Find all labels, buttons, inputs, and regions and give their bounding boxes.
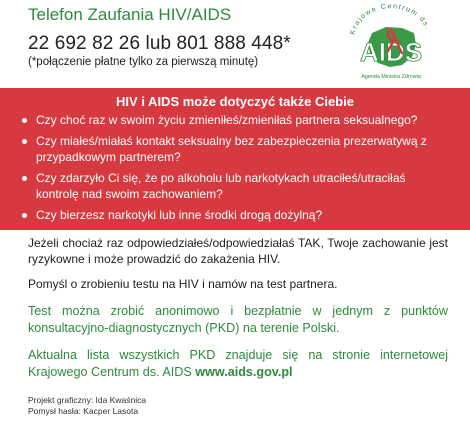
bullet-icon <box>22 176 27 181</box>
header <box>0 0 470 86</box>
bullet-icon <box>22 118 27 123</box>
question-list <box>22 112 448 223</box>
pkd-list-paragraph <box>28 347 448 381</box>
question-text: Czy bierzesz narkotyki lub inne środki drogą dożylną? <box>36 207 323 222</box>
body-text <box>28 236 448 381</box>
logo-agency: Agenda Ministra Zdrowia <box>361 74 421 80</box>
question-item <box>22 170 448 203</box>
question-text: Czy miałeś/miałaś kontakt seksualny bez zabezpieczenia prezerwatywą z przypadkowym partnerem? <box>36 133 427 164</box>
bullet-icon <box>22 139 27 144</box>
website-link[interactable]: www.aids.gov.pl <box>195 364 293 379</box>
hotline-note: (*połączenie płatne tylko za pierwszą minutę) <box>28 56 259 68</box>
hotline-title: Telefon Zaufania HIV/AIDS <box>28 5 232 24</box>
question-item <box>22 207 448 224</box>
logo-word: AIDS <box>359 37 423 67</box>
pkd-list-text: Aktualna lista wszystkich PKD znajduje się na stronie internetowej Krajowego Centrum ds. AIDS <box>28 347 448 379</box>
design-credit: Projekt graficzny: Ida Kwaśnica <box>28 395 147 405</box>
test-advice-paragraph: Pomyśl o zrobieniu testu na HIV i namów na test partnera. <box>28 277 338 291</box>
logo-arc-text: Krajowe Centrum ds. <box>349 3 432 36</box>
question-text: Czy zdarzyło Ci się, że po alkoholu lub narkotykach utraciłeś/utraciłaś kontrolę nad swoim zachowaniem? <box>36 170 406 201</box>
hotline-numbers: 22 692 82 26 lub 801 888 448* <box>28 33 291 54</box>
question-item <box>22 133 448 166</box>
question-item <box>22 112 448 129</box>
krajowe-centrum-aids-logo <box>342 3 440 83</box>
question-text: Czy choć raz w swoim życiu zmieniłeś/zmieniłaś partnera seksualnego? <box>36 113 418 127</box>
bullet-icon <box>22 213 27 218</box>
risk-questions-panel <box>0 88 470 230</box>
anonymous-test-paragraph: Test można zrobić anonimowo i bezpłatnie w jednym z punktów konsultacyjno-diagnostycznych (PKD) na terenie Polski. <box>28 303 448 335</box>
panel-title: HIV i AIDS może dotyczyć także Ciebie <box>116 94 354 109</box>
slogan-credit: Pomysł hasła: Kacper Lasota <box>28 406 139 416</box>
credits <box>28 395 146 417</box>
risk-paragraph: Jeżeli chociaż raz odpowiedziałeś/odpowiedziałaś TAK, Twoje zachowanie jest ryzykowne i może prowadzić do zakażenia HIV. <box>28 236 448 266</box>
